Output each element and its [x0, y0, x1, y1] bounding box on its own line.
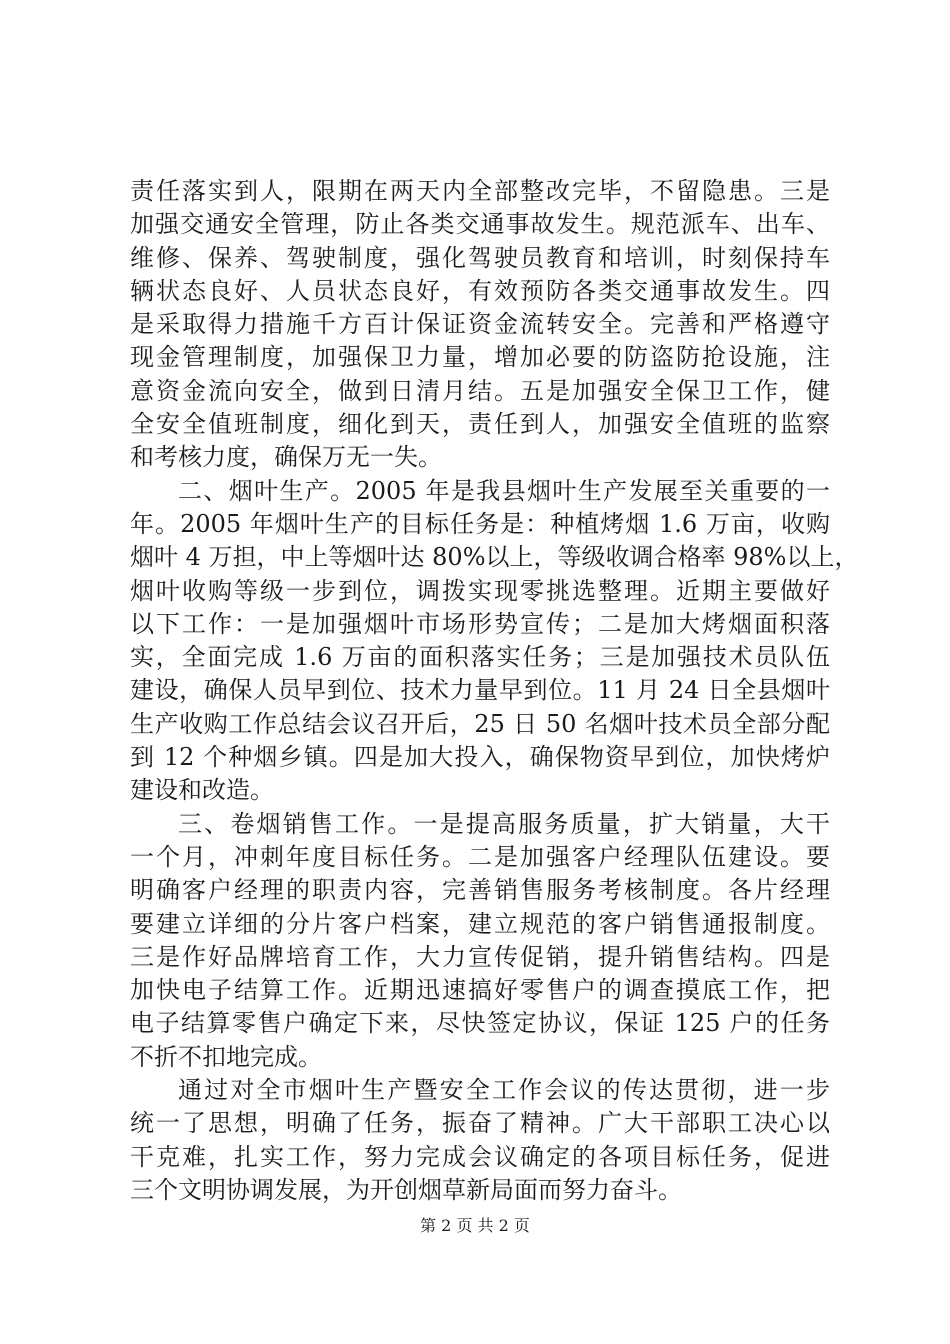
text-line: 烟叶收购等级一步到位，调拨实现零挑选整理。近期主要做好: [130, 576, 830, 605]
text-line: 加强交通安全管理，防止各类交通事故发生。规范派车、出车、: [130, 210, 830, 239]
text-line: 三是作好品牌培育工作，大力宣传促销，提升销售结构。四是: [130, 942, 830, 971]
text-line: 烟叶 4 万担，中上等烟叶达 80%以上，等级收调合格率 98%以上，: [130, 543, 859, 572]
text-line: 年。2005 年烟叶生产的目标任务是：种植烤烟 1.6 万亩，收购: [130, 509, 830, 538]
text-line: 意资金流向安全，做到日清月结。五是加强安全保卫工作，健: [130, 376, 830, 405]
text-line: 三个文明协调发展，为开创烟草新局面而努力奋斗。: [130, 1175, 682, 1204]
text-line: 建设和改造。: [130, 776, 274, 805]
text-line: 和考核力度，确保万无一失。: [130, 443, 442, 472]
text-line: 三、卷烟销售工作。一是提高服务质量，扩大销量，大干: [178, 809, 830, 838]
text-line: 到 12 个种烟乡镇。四是加大投入，确保物资早到位，加快烤炉: [130, 743, 830, 772]
text-line: 以下工作：一是加强烟叶市场形势宣传；二是加大烤烟面积落: [130, 609, 830, 638]
text-line: 全安全值班制度，细化到天，责任到人，加强安全值班的监察: [130, 410, 830, 439]
text-line: 是采取得力措施千方百计保证资金流转安全。完善和严格遵守: [130, 310, 830, 339]
text-line: 现金管理制度，加强保卫力量，增加必要的防盗防抢设施，注: [130, 343, 830, 372]
text-line: 实，全面完成 1.6 万亩的面积落实任务；三是加强技术员队伍: [130, 643, 830, 672]
text-line: 二、烟叶生产。2005 年是我县烟叶生产发展至关重要的一: [178, 476, 830, 505]
text-line: 一个月，冲刺年度目标任务。二是加强客户经理队伍建设。要: [130, 842, 830, 871]
text-line: 要建立详细的分片客户档案，建立规范的客户销售通报制度。: [130, 909, 830, 938]
text-line: 建设，确保人员早到位、技术力量早到位。11 月 24 日全县烟叶: [130, 676, 830, 705]
text-line: 加快电子结算工作。近期迅速搞好零售户的调查摸底工作，把: [130, 976, 830, 1005]
text-line: 明确客户经理的职责内容，完善销售服务考核制度。各片经理: [130, 876, 830, 905]
document-body: [130, 175, 859, 1207]
text-line: 不折不扣地完成。: [130, 1042, 322, 1071]
text-line: 辆状态良好、人员状态良好，有效预防各类交通事故发生。四: [130, 276, 830, 305]
text-line: 维修、保养、驾驶制度，强化驾驶员教育和培训，时刻保持车: [130, 243, 830, 272]
text-line: 生产收购工作总结会议召开后，25 日 50 名烟叶技术员全部分配: [130, 709, 830, 738]
text-line: 责任落实到人，限期在两天内全部整改完毕，不留隐患。三是: [130, 177, 830, 205]
text-line: 统一了思想，明确了任务，振奋了精神。广大干部职工决心以: [130, 1109, 830, 1138]
text-line: 干克难，扎实工作，努力完成会议确定的各项目标任务，促进: [130, 1142, 830, 1171]
page-footer: 第 2 页 共 2 页: [420, 1216, 530, 1235]
text-line: 通过对全市烟叶生产暨安全工作会议的传达贯彻，进一步: [178, 1076, 830, 1105]
text-line: 电子结算零售户确定下来，尽快签定协议，保证 125 户的任务: [130, 1009, 830, 1038]
